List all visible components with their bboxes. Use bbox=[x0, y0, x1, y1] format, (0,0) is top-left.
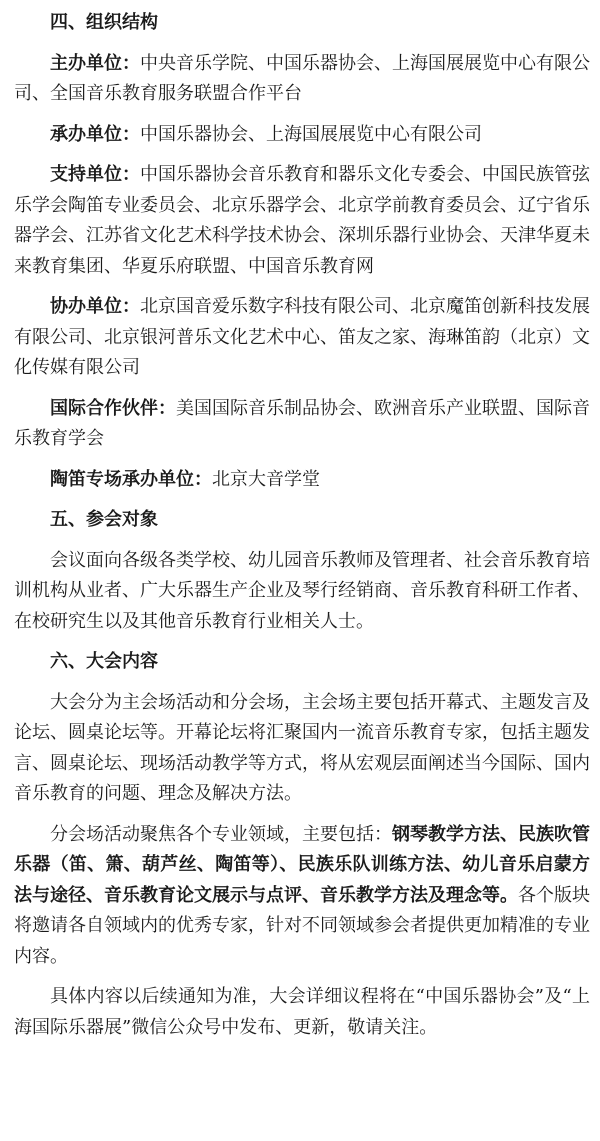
section-heading-content: 六、大会内容 bbox=[50, 651, 158, 672]
org-ocarina-text: 北京大音学堂 bbox=[212, 468, 320, 490]
org-organizer-text: 中国乐器协会、上海国展展览中心有限公司 bbox=[140, 123, 482, 145]
org-host bbox=[14, 49, 590, 110]
content-p2-intro: 分会场活动聚焦各个专业领域，主要包括： bbox=[50, 823, 392, 845]
org-intl-label: 国际合作伙伴： bbox=[50, 397, 176, 419]
org-organizer-label: 承办单位： bbox=[50, 123, 140, 145]
content-paragraph-2 bbox=[14, 820, 590, 973]
org-ocarina bbox=[14, 465, 590, 496]
content-paragraph-1: 大会分为主会场活动和分会场，主会场主要包括开幕式、主题发言及论坛、圆桌论坛等。开幕论坛将汇聚国内一流音乐教育专家，包括主题发言、圆桌论坛、现场活动教学等方式，将从宏观层面阐述当今国际、国内音乐教育的问题、理念及解决方法。 bbox=[14, 691, 590, 804]
org-support-text: 中国乐器协会音乐教育和器乐文化专委会、中国民族管弦乐学会陶笛专业委员会、北京乐器学会、北京学前教育委员会、辽宁省乐器学会、江苏省文化艺术科学技术协会、深圳乐器行业协会、天津华夏未来教育集团、华夏乐府联盟、中国音乐教育网 bbox=[14, 164, 590, 277]
org-coorganizer-label: 协办单位： bbox=[50, 296, 140, 317]
org-ocarina-label: 陶笛专场承办单位： bbox=[50, 468, 212, 490]
audience-paragraph: 会议面向各级各类学校、幼儿园音乐教师及管理者、社会音乐教育培训机构从业者、广大乐器生产企业及琴行经销商、音乐教育科研工作者、在校研究生以及其他音乐教育行业相关人士。 bbox=[14, 549, 590, 632]
content-p2-bold: 钢琴教学方法、民族吹管乐器（笛、箫、葫芦丝、陶笛等）、民族乐队训练方法、幼儿音乐启蒙方法与途径、音乐教育论文展示与点评、音乐教学方法及理念等。 bbox=[14, 823, 590, 906]
content-p2-rest: 各个版块将邀请各自领域内的优秀专家，针对不同领域参会者提供更加精准的专业内容。 bbox=[14, 884, 590, 967]
org-intl-text: 美国国际音乐制品协会、欧洲音乐产业联盟、国际音乐教育学会 bbox=[14, 397, 590, 449]
section-heading-org: 四、组织结构 bbox=[50, 12, 158, 33]
org-host-text: 中央音乐学院、中国乐器协会、上海国展展览中心有限公司、全国音乐教育服务联盟合作平台 bbox=[14, 52, 590, 104]
section-heading-audience: 五、参会对象 bbox=[50, 509, 158, 530]
org-host-label: 主办单位： bbox=[50, 52, 140, 74]
content-paragraph-3: 具体内容以后续通知为准，大会详细议程将在“中国乐器协会”及“上海国际乐器展”微信公众号中发布、更新，敬请关注。 bbox=[14, 986, 590, 1038]
org-support-label: 支持单位： bbox=[50, 164, 140, 185]
org-support bbox=[14, 160, 590, 282]
org-intl bbox=[14, 394, 590, 455]
org-coorganizer bbox=[14, 292, 590, 384]
org-coorganizer-text: 北京国音爱乐数字科技有限公司、北京魔笛创新科技发展有限公司、北京银河普乐文化艺术中心、笛友之家、海琳笛韵（北京）文化传媒有限公司 bbox=[14, 296, 590, 378]
org-organizer bbox=[14, 120, 590, 151]
